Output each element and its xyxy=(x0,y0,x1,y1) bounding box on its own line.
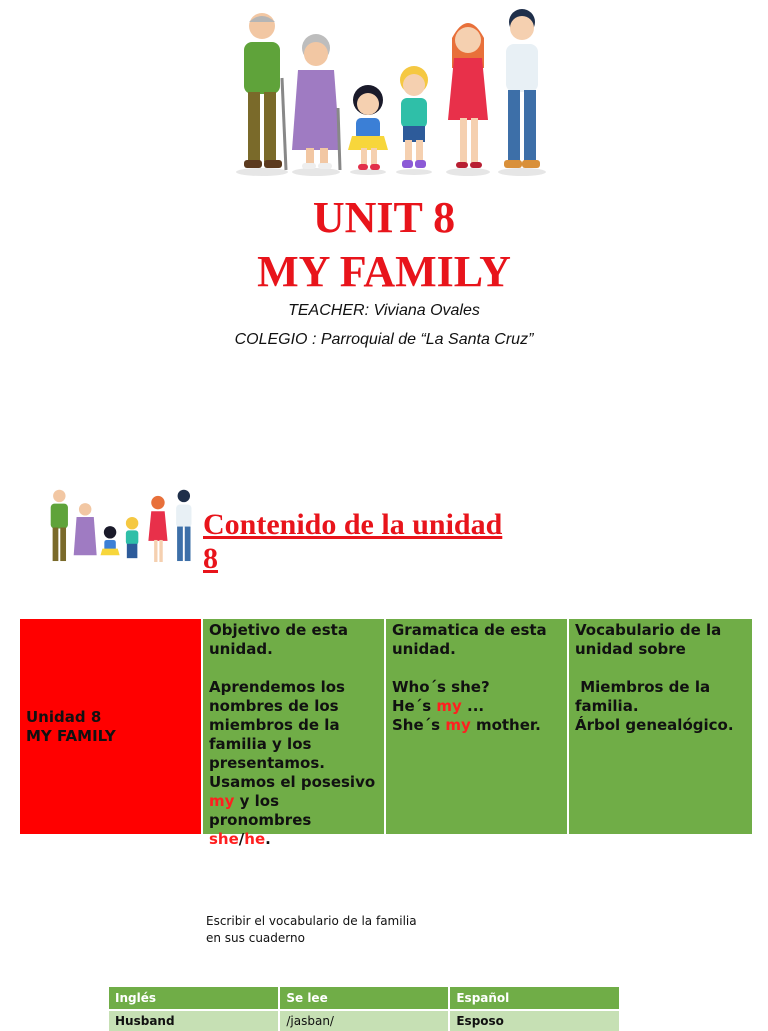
mother-figure xyxy=(148,496,167,562)
period: . xyxy=(265,830,271,848)
unit-content-table xyxy=(20,619,752,848)
boy-figure xyxy=(126,517,138,558)
father-figure xyxy=(498,9,546,176)
grammar-answer-1-post: ... xyxy=(461,697,485,715)
cell-espanol: Esposo xyxy=(449,1010,620,1031)
grammar-heading-1: Gramatica de esta xyxy=(392,621,547,639)
table-row xyxy=(109,1010,620,1031)
family-illustration-small xyxy=(44,484,202,572)
cell-ingles: Husband xyxy=(109,1010,279,1031)
grandpa-figure xyxy=(51,490,68,561)
table-header-row xyxy=(109,987,620,1010)
objective-body-4: familia y los xyxy=(209,735,312,753)
objective-body-7 xyxy=(209,792,378,830)
content-title xyxy=(203,508,573,576)
objective-body-2: nombres de los xyxy=(209,697,339,715)
girl-figure xyxy=(100,526,119,555)
grammar-question: Who´s she? xyxy=(392,678,490,696)
vocabulary-heading-1: Vocabulario de la xyxy=(575,621,722,639)
content-title-line2: 8 xyxy=(203,542,218,575)
vocabulary-item-2: Árbol genealógico. xyxy=(575,716,734,734)
objective-body-5: presentamos. xyxy=(209,754,325,772)
instruction-line1: Escribir el vocabulario de la familia xyxy=(206,914,417,928)
unit-cell-line1: Unidad 8 xyxy=(26,707,102,726)
grandma-figure xyxy=(292,34,340,176)
father-figure xyxy=(176,490,191,561)
grammar-cell xyxy=(386,619,569,834)
girl-figure xyxy=(348,85,388,175)
grammar-answer-2-pre: She´s xyxy=(392,716,446,734)
highlight-she: she xyxy=(209,830,239,848)
header-se-lee: Se lee xyxy=(279,987,449,1010)
vocabulary-item-1b: familia. xyxy=(575,697,639,715)
boy-figure xyxy=(396,66,432,175)
objective-body-8 xyxy=(209,830,378,849)
header-ingles: Inglés xyxy=(109,987,279,1010)
header-espanol: Español xyxy=(449,987,620,1010)
objective-heading-2: unidad. xyxy=(209,640,273,658)
grammar-answer-1 xyxy=(392,697,561,716)
teacher-name: TEACHER: Viviana Ovales xyxy=(288,302,480,319)
highlight-my: my xyxy=(436,697,462,715)
unit-title: UNIT 8 xyxy=(312,193,456,242)
vocabulary-heading-2: unidad sobre xyxy=(575,640,686,658)
unit-cell-line2: MY FAMILY xyxy=(26,726,116,745)
instruction-text xyxy=(206,913,466,947)
objective-body-3: miembros de la xyxy=(209,716,340,734)
unit-subtitle: MY FAMILY xyxy=(257,247,511,296)
vocabulary-cell xyxy=(569,619,752,834)
highlight-he: he xyxy=(244,830,266,848)
vocabulary-table xyxy=(109,987,621,1031)
content-title-line1: Contenido de la unidad xyxy=(203,508,503,541)
grammar-answer-2-post: mother. xyxy=(470,716,541,734)
objective-body-1: Aprendemos los xyxy=(209,678,345,696)
objective-heading-1: Objetivo de esta xyxy=(209,621,348,639)
unit-cell xyxy=(20,619,203,834)
highlight-my: my xyxy=(209,792,235,810)
objective-body-7-rest: y los pronombres xyxy=(209,792,312,829)
objective-body-6: Usamos el posesivo xyxy=(209,773,376,791)
slash: / xyxy=(238,830,245,848)
mother-figure xyxy=(446,23,490,176)
grammar-answer-1-pre: He´s xyxy=(392,697,437,715)
objective-cell xyxy=(203,619,386,848)
grandma-figure xyxy=(74,503,97,555)
instruction-line2: en sus cuaderno xyxy=(206,931,305,945)
vocabulary-item-1: Miembros de la xyxy=(575,678,711,696)
highlight-my: my xyxy=(445,716,471,734)
grammar-answer-2 xyxy=(392,716,561,735)
school-name: COLEGIO : Parroquial de “La Santa Cruz” xyxy=(234,331,534,348)
grammar-heading-2: unidad. xyxy=(392,640,456,658)
cell-se-lee: /jasban/ xyxy=(279,1010,449,1031)
family-illustration xyxy=(230,8,560,178)
grandpa-figure xyxy=(236,13,288,176)
